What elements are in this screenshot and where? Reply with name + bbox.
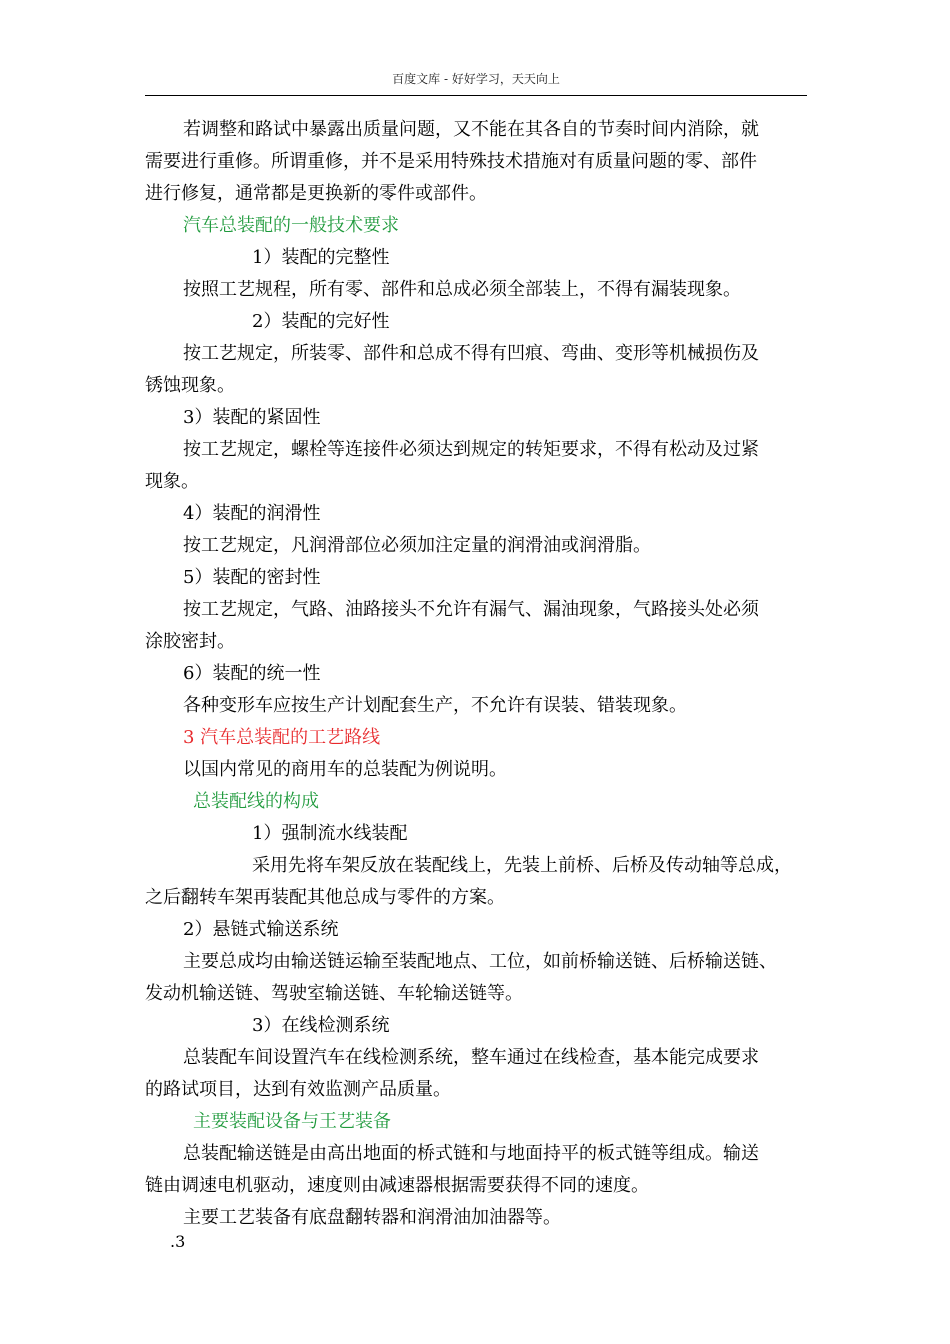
page-header: 百度文库 - 好好学习，天天向上 (392, 72, 560, 86)
paragraph-line: 采用先将车架反放在装配线上，先装上前桥、后桥及传动轴等总成， (252, 855, 792, 876)
subheading: 1）强制流水线装配 (252, 823, 408, 844)
paragraph-line: 主要总成均由输送链运输至装配地点、工位，如前桥输送链、后桥输送链、 (183, 951, 777, 972)
subheading: 5）装配的密封性 (183, 567, 321, 588)
paragraph-line: 按照工艺规程，所有零、部件和总成必须全部装上，不得有漏装现象。 (183, 279, 741, 300)
paragraph-line: 主要工艺装备有底盘翻转器和润滑油加油器等。 (183, 1207, 561, 1228)
section-heading: 总装配线的构成 (193, 791, 319, 812)
subheading: 3）装配的紧固性 (183, 407, 321, 428)
paragraph-line: 的路试项目，达到有效监测产品质量。 (145, 1079, 451, 1100)
document-body (145, 114, 807, 1234)
subheading: 3）在线检测系统 (252, 1015, 390, 1036)
paragraph-line: 按工艺规定，螺栓等连接件必须达到规定的转矩要求，不得有松动及过紧 (183, 439, 759, 460)
paragraph-line: 若调整和路试中暴露出质量问题，又不能在其各自的节奏时间内消除，就 (183, 119, 759, 140)
subheading: 4）装配的润滑性 (183, 503, 321, 524)
paragraph-line: 以国内常见的商用车的总装配为例说明。 (183, 759, 507, 780)
paragraph-line: 各种变形车应按生产计划配套生产，不允许有误装、错装现象。 (183, 695, 687, 716)
subheading: 2）悬链式输送系统 (183, 919, 339, 940)
paragraph-line: 锈蚀现象。 (145, 375, 235, 396)
paragraph-line: 之后翻转车架再装配其他总成与零件的方案。 (145, 887, 505, 908)
paragraph-line: 涂胶密封。 (145, 631, 235, 652)
header-divider (145, 95, 807, 96)
section-heading: 汽车总装配的一般技术要求 (183, 215, 399, 236)
paragraph-line: 按工艺规定，所装零、部件和总成不得有凹痕、弯曲、变形等机械损伤及 (183, 343, 759, 364)
subheading: 2）装配的完好性 (252, 311, 390, 332)
paragraph-line: 现象。 (145, 471, 199, 492)
paragraph-line: 需要进行重修。所谓重修，并不是采用特殊技术措施对有质量问题的零、部件 (145, 151, 757, 172)
paragraph-line: 总装配车间设置汽车在线检测系统，整车通过在线检查，基本能完成要求 (183, 1047, 759, 1068)
paragraph-line: 总装配输送链是由高出地面的桥式链和与地面持平的板式链等组成。输送 (183, 1143, 759, 1164)
subheading: 1）装配的完整性 (252, 247, 390, 268)
paragraph-line: 按工艺规定，凡润滑部位必须加注定量的润滑油或润滑脂。 (183, 535, 651, 556)
section-heading: 3 汽车总装配的工艺路线 (183, 727, 381, 748)
paragraph-line: 进行修复，通常都是更换新的零件或部件。 (145, 183, 487, 204)
paragraph-line: 发动机输送链、驾驶室输送链、车轮输送链等。 (145, 983, 523, 1004)
page-number: .3 (170, 1232, 186, 1251)
section-heading: 主要装配设备与王艺装备 (193, 1111, 391, 1132)
subheading: 6）装配的统一性 (183, 663, 321, 684)
paragraph-line: 按工艺规定，气路、油路接头不允许有漏气、漏油现象，气路接头处必须 (183, 599, 759, 620)
paragraph-line: 链由调速电机驱动，速度则由减速器根据需要获得不同的速度。 (145, 1175, 649, 1196)
